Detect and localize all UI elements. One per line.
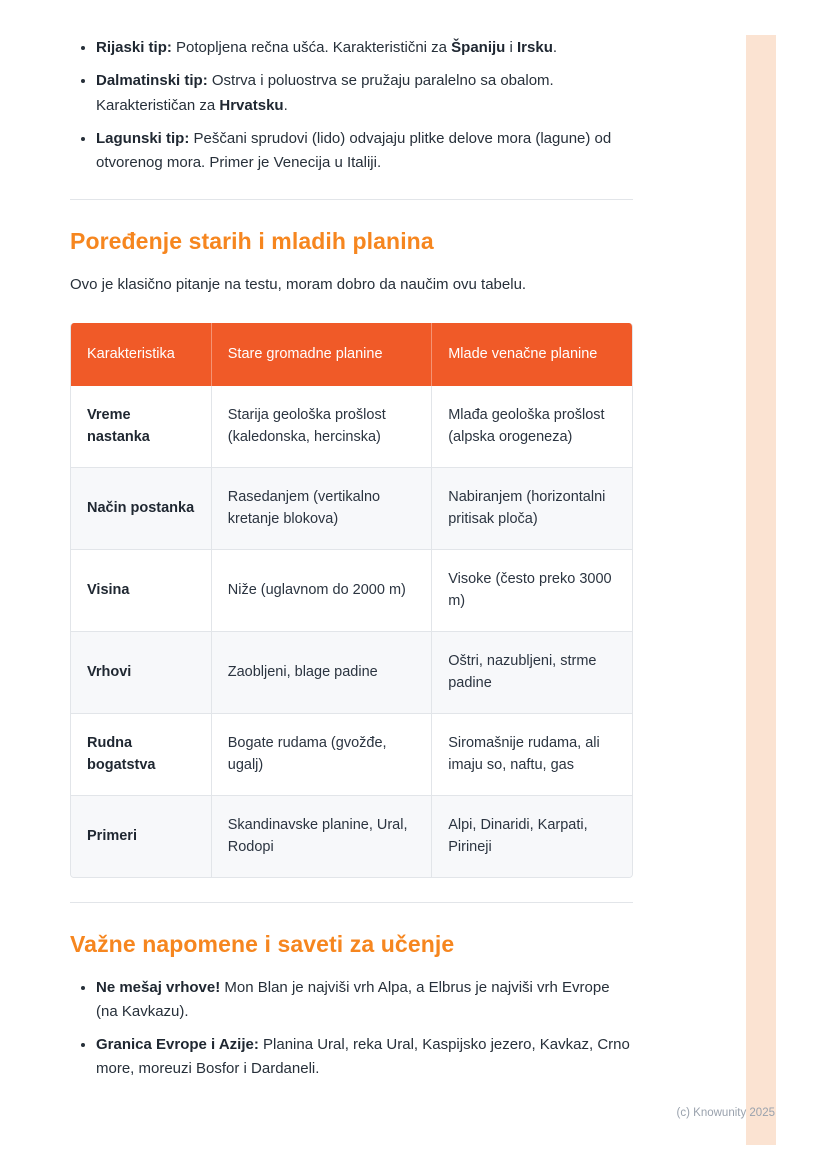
table-cell: Starija geološka prošlost (kaledonska, hercinska): [211, 386, 431, 467]
table-cell: Skandinavske planine, Ural, Rodopi: [211, 795, 431, 876]
row-label-cell: Način postanka: [71, 467, 211, 549]
table-row: [71, 549, 632, 631]
list-item-text: Potopljena rečna ušća. Karakteristični za: [171, 39, 452, 56]
table-row: [71, 795, 632, 876]
intro-paragraph: Ovo je klasično pitanje na testu, moram dobro da naučim ovu tabelu.: [70, 276, 527, 294]
section-title-mountain-comparison: Poređenje starih i mladih planina: [70, 228, 434, 255]
row-label-cell: Vreme nastanka: [71, 386, 211, 467]
list-item-text: .: [283, 96, 288, 114]
table-header-cell: Karakteristika: [71, 323, 211, 385]
row-label-cell: Rudna bogatstva: [71, 713, 211, 795]
table-row: [71, 631, 632, 713]
table-cell: Visoke (često preko 3000 m): [432, 549, 632, 631]
list-item: [96, 69, 633, 118]
table-row: [71, 386, 632, 467]
table-cell: Zaobljeni, blage padine: [211, 631, 431, 713]
row-label-cell: Vrhovi: [71, 631, 211, 713]
table-header-cell: Mlade venačne planine: [432, 323, 632, 385]
list-item: [96, 127, 633, 176]
right-accent-stripe: [746, 35, 776, 1145]
table-row: [71, 467, 632, 549]
table-cell: Alpi, Dinaridi, Karpati, Pirineji: [448, 816, 588, 856]
row-label-cell: Primeri: [71, 795, 211, 876]
table-header-row: [71, 323, 632, 385]
section-divider-1: [70, 199, 633, 200]
list-item-text: Peščani sprudovi (lido) odvajaju plitke delove mora (lagune) od otvorenog mora. Primer je Venecija u Italiji.: [96, 129, 612, 172]
table-row: [71, 713, 632, 795]
list-item: [96, 36, 633, 60]
list-item: [96, 1033, 633, 1082]
table-header-cell: Stare gromadne planine: [211, 323, 431, 385]
section-title-important-notes: Važne napomene i saveti za učenje: [70, 930, 455, 957]
comparison-table-container: [70, 323, 633, 877]
table-cell: Niže (uglavnom do 2000 m): [211, 549, 431, 631]
list-item-text: .: [552, 39, 558, 56]
section-divider-2: [70, 902, 633, 903]
mountains-comparison-table: [71, 323, 632, 876]
list-item-text: i: [505, 39, 518, 56]
list-item-term: Irsku: [517, 39, 553, 56]
list-item-term: Španiju: [451, 39, 506, 56]
coast-types-list: [70, 36, 633, 175]
important-notes-list: [70, 976, 633, 1082]
list-item-text: Mon Blan je najviši vrh Alpa, a Elbrus je najviši vrh Evrope (na Kavkazu).: [96, 978, 610, 1020]
list-item-term: Hrvatsku: [219, 96, 284, 114]
table-cell: Mlađa geološka prošlost (alpska orogeneza): [432, 386, 632, 467]
table-cell: Nabiranjem (horizontalni pritisak ploča): [432, 467, 632, 549]
list-item: [96, 976, 633, 1025]
row-label-cell: Visina: [71, 549, 211, 631]
table-cell: Rasedanjem (vertikalno kretanje blokova): [211, 467, 431, 549]
list-item-text: Ostrva i poluostrva se pružaju paralelno sa obalom. Karakterističan za: [96, 72, 554, 114]
list-item-term: Ne mešaj vrhove!: [96, 978, 221, 996]
copyright-footer: (c) Knowunity 2025: [676, 1107, 775, 1119]
list-item-text: Planina Ural, reka Ural, Kaspijsko jezero, Kavkaz, Crno more, moreuzi Bosfor i Dardaneli.: [96, 1036, 630, 1078]
table-cell: Oštri, nazubljeni, strme padine: [432, 631, 632, 713]
list-item-term: Granica Evrope i Azije:: [96, 1036, 259, 1054]
list-item-term: Dalmatinski tip:: [96, 72, 208, 90]
table-cell: Siromašnije rudama, ali imaju so, naftu, gas: [432, 713, 632, 795]
document-content: [70, 36, 633, 1102]
table-cell: Bogate rudama (gvožđe, ugalj): [211, 713, 431, 795]
list-item-term: Rijaski tip:: [96, 39, 172, 56]
list-item-term: Lagunski tip:: [96, 129, 190, 147]
